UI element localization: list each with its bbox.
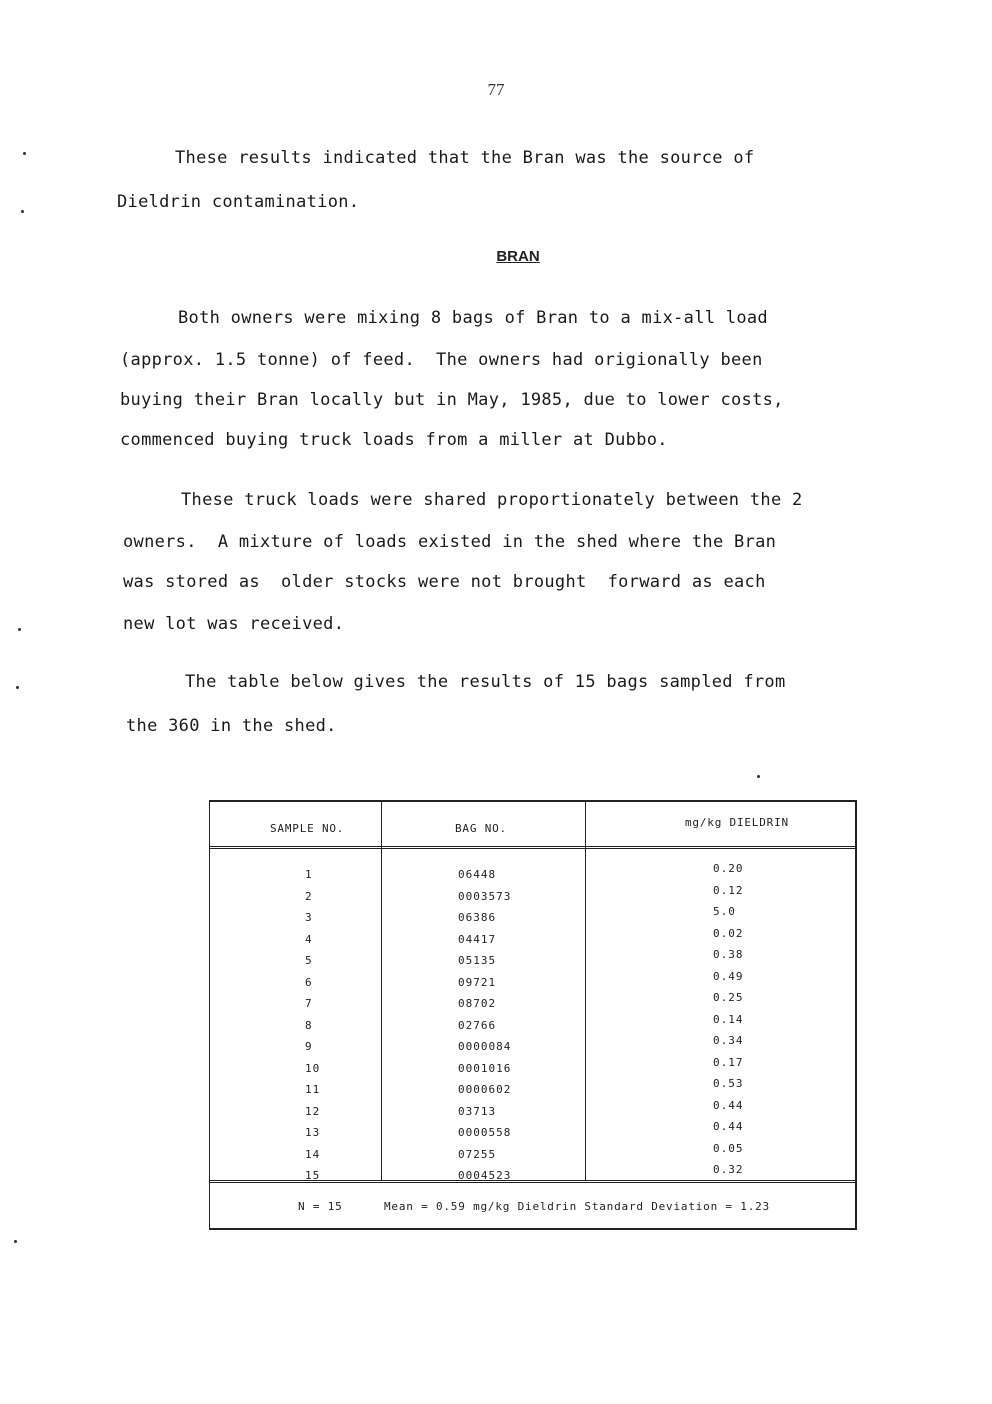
cell-bag-no: 0003573 <box>458 889 512 903</box>
cell-dieldrin: 0.02 <box>713 926 744 940</box>
cell-dieldrin: 0.20 <box>713 862 744 875</box>
cell-bag-no: 07255 <box>458 1147 497 1161</box>
paragraph-line: was stored as older stocks were not brought forward as each <box>123 572 766 592</box>
paragraph-line: Both owners were mixing 8 bags of Bran to a mix-all load <box>178 308 768 328</box>
cell-bag-no: 0000602 <box>458 1083 512 1096</box>
cell-bag-no: 0000084 <box>458 1040 512 1053</box>
cell-bag-no: 03713 <box>458 1104 497 1118</box>
paragraph-line: These results indicated that the Bran was the source of <box>175 148 755 168</box>
cell-bag-no: 05135 <box>458 954 497 967</box>
paragraph-line: (approx. 1.5 tonne) of feed. The owners had origionally been <box>120 350 763 370</box>
scan-speck <box>21 210 24 213</box>
scan-speck <box>16 686 19 689</box>
cell-sample-no: 12 <box>305 1104 321 1118</box>
cell-dieldrin: 0.32 <box>713 1163 744 1176</box>
scan-speck <box>18 628 21 631</box>
cell-sample-no: 3 <box>305 911 313 924</box>
paragraph-line: These truck loads were shared proportionately between the 2 <box>181 490 803 510</box>
paragraph-line: new lot was received. <box>123 614 345 634</box>
header-bag-no: BAG NO. <box>455 822 507 835</box>
cell-sample-no: 1 <box>305 868 313 881</box>
cell-bag-no: 09721 <box>458 975 497 989</box>
cell-dieldrin: 0.25 <box>713 991 744 1004</box>
paragraph-line: buying their Bran locally but in May, 1985, due to lower costs, <box>120 390 784 410</box>
paragraph-line: commenced buying truck loads from a miller at Dubbo. <box>120 430 668 450</box>
cell-sample-no: 15 <box>305 1169 321 1182</box>
cell-dieldrin: 0.49 <box>713 969 744 983</box>
paragraph-line: owners. A mixture of loads existed in the shed where the Bran <box>123 532 777 552</box>
scan-speck <box>757 775 760 778</box>
cell-dieldrin: 0.44 <box>713 1098 744 1112</box>
paragraph-line: Dieldrin contamination. <box>117 192 360 212</box>
cell-bag-no: 0000558 <box>458 1126 512 1139</box>
column-divider <box>381 802 382 1180</box>
cell-sample-no: 8 <box>305 1018 313 1032</box>
cell-sample-no: 4 <box>305 932 313 946</box>
header-dieldrin: mg/kg DIELDRIN <box>685 816 789 829</box>
section-heading: BRAN <box>496 248 540 265</box>
cell-bag-no: 0001016 <box>458 1061 512 1075</box>
paragraph-line: The table below gives the results of 15 bags sampled from <box>185 672 786 692</box>
cell-sample-no: 11 <box>305 1083 321 1096</box>
cell-sample-no: 6 <box>305 975 313 989</box>
cell-dieldrin: 5.0 <box>713 905 736 918</box>
footer-divider <box>210 1180 855 1183</box>
column-divider <box>585 802 586 1180</box>
scan-speck <box>23 152 26 155</box>
cell-sample-no: 9 <box>305 1040 313 1053</box>
cell-dieldrin: 0.17 <box>713 1055 744 1069</box>
cell-sample-no: 2 <box>305 889 313 903</box>
header-sample-no: SAMPLE NO. <box>270 822 345 835</box>
cell-dieldrin: 0.14 <box>713 1012 744 1026</box>
cell-sample-no: 13 <box>305 1126 321 1139</box>
cell-bag-no: 06386 <box>458 911 497 924</box>
cell-sample-no: 10 <box>305 1061 321 1075</box>
cell-bag-no: 06448 <box>458 868 497 881</box>
page-number: 77 <box>487 80 505 99</box>
footer-n: N = 15 <box>298 1200 343 1213</box>
results-table <box>209 800 857 1230</box>
scan-speck <box>14 1240 17 1243</box>
footer-stats: Mean = 0.59 mg/kg Dieldrin Standard Deviation = 1.23 <box>384 1200 770 1213</box>
cell-dieldrin: 0.53 <box>713 1077 744 1090</box>
cell-sample-no: 5 <box>305 954 313 967</box>
cell-sample-no: 14 <box>305 1147 321 1161</box>
cell-bag-no: 08702 <box>458 997 497 1010</box>
cell-bag-no: 04417 <box>458 932 497 946</box>
paragraph-line: the 360 in the shed. <box>126 716 337 736</box>
cell-dieldrin: 0.38 <box>713 948 744 961</box>
cell-bag-no: 02766 <box>458 1018 497 1032</box>
cell-bag-no: 0004523 <box>458 1169 512 1182</box>
cell-dieldrin: 0.05 <box>713 1141 744 1155</box>
cell-dieldrin: 0.34 <box>713 1034 744 1047</box>
cell-dieldrin: 0.12 <box>713 883 744 897</box>
cell-dieldrin: 0.44 <box>713 1120 744 1133</box>
cell-sample-no: 7 <box>305 997 313 1010</box>
